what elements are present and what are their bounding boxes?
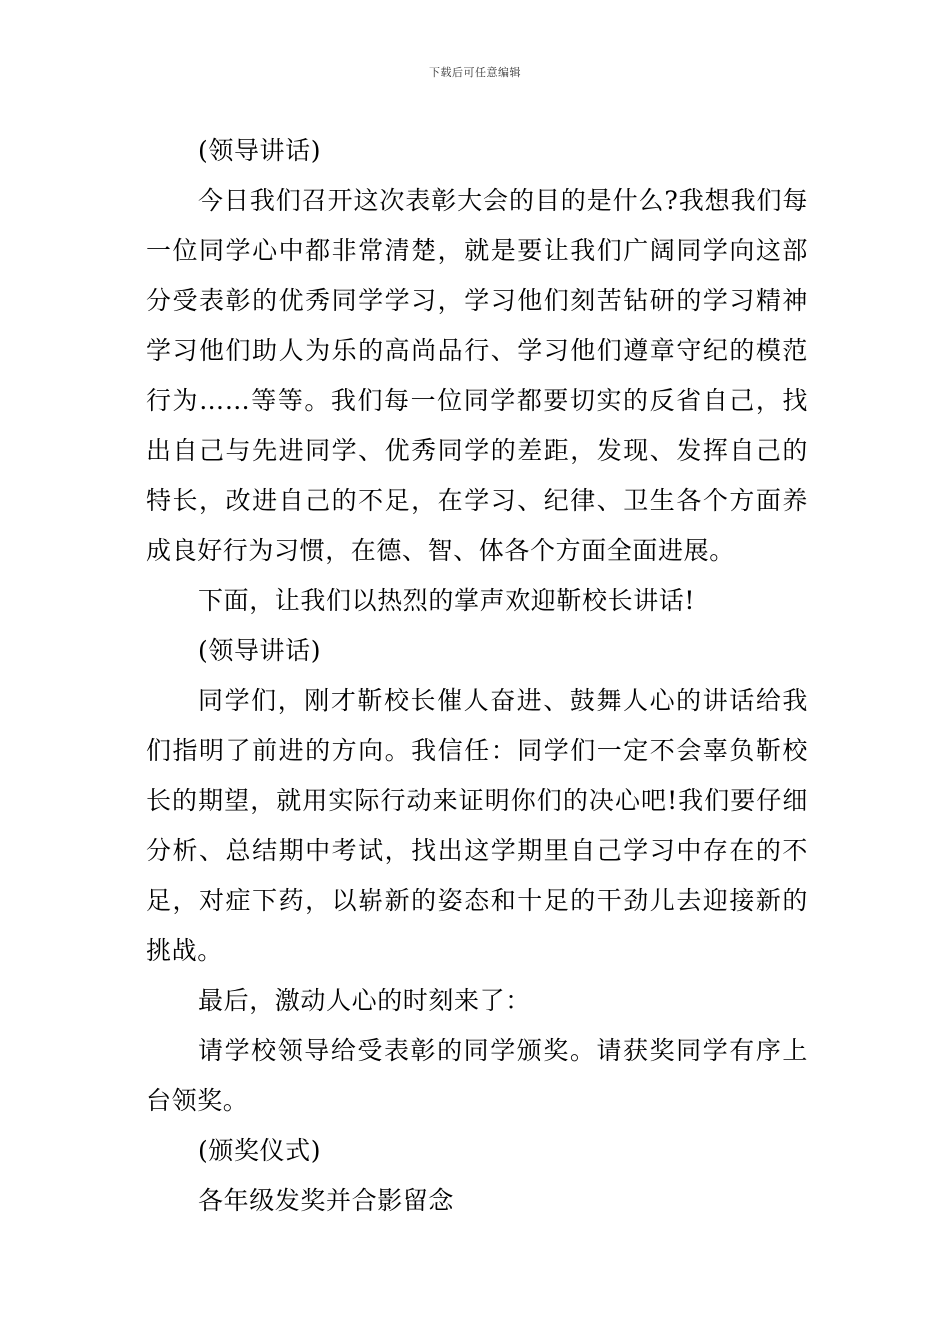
paragraph-welcome-principal: 下面，让我们以热烈的掌声欢迎靳校长讲话! <box>198 586 696 615</box>
paragraph-leader-speech-1: (领导讲话) <box>198 136 322 165</box>
page-header: 下载后可任意编辑 <box>429 66 521 79</box>
paragraph-award-ceremony: (颁奖仪式) <box>198 1136 322 1165</box>
paragraph-students-response: 同学们，刚才靳校长催人奋进、鼓舞人心的讲话给我们指明了前进的方向。我信任：同学们一定不会辜负靳校长的期望，就用实际行动来证明你们的决心吧!我们要仔细分析、总结期中考试，找出这学期里自己学习中存在的不足，对症下药，以崭新的姿态和十足的干劲儿去迎接新的挑战。 <box>146 686 808 965</box>
paragraph-award-request: 请学校领导给受表彰的同学颁奖。请获奖同学有序上台领奖。 <box>146 1036 808 1115</box>
paragraph-finally: 最后，激动人心的时刻来了： <box>198 986 531 1015</box>
paragraph-leader-speech-2: (领导讲话) <box>198 636 322 665</box>
document-body <box>146 126 808 1226</box>
paragraph-group-photo: 各年级发奖并合影留念 <box>198 1186 455 1215</box>
paragraph-purpose: 今日我们召开这次表彰大会的目的是什么?我想我们每一位同学心中都非常清楚，就是要让我们广阔同学向这部分受表彰的优秀同学学习，学习他们刻苦钻研的学习精神学习他们助人为乐的高尚品行、学习他们遵章守纪的模范行为……等等。我们每一位同学都要切实的反省自己，找出自己与先进同学、优秀同学的差距，发现、发挥自己的特长，改进自己的不足，在学习、纪律、卫生各个方面养成良好行为习惯，在德、智、体各个方面全面进展。 <box>146 186 808 565</box>
